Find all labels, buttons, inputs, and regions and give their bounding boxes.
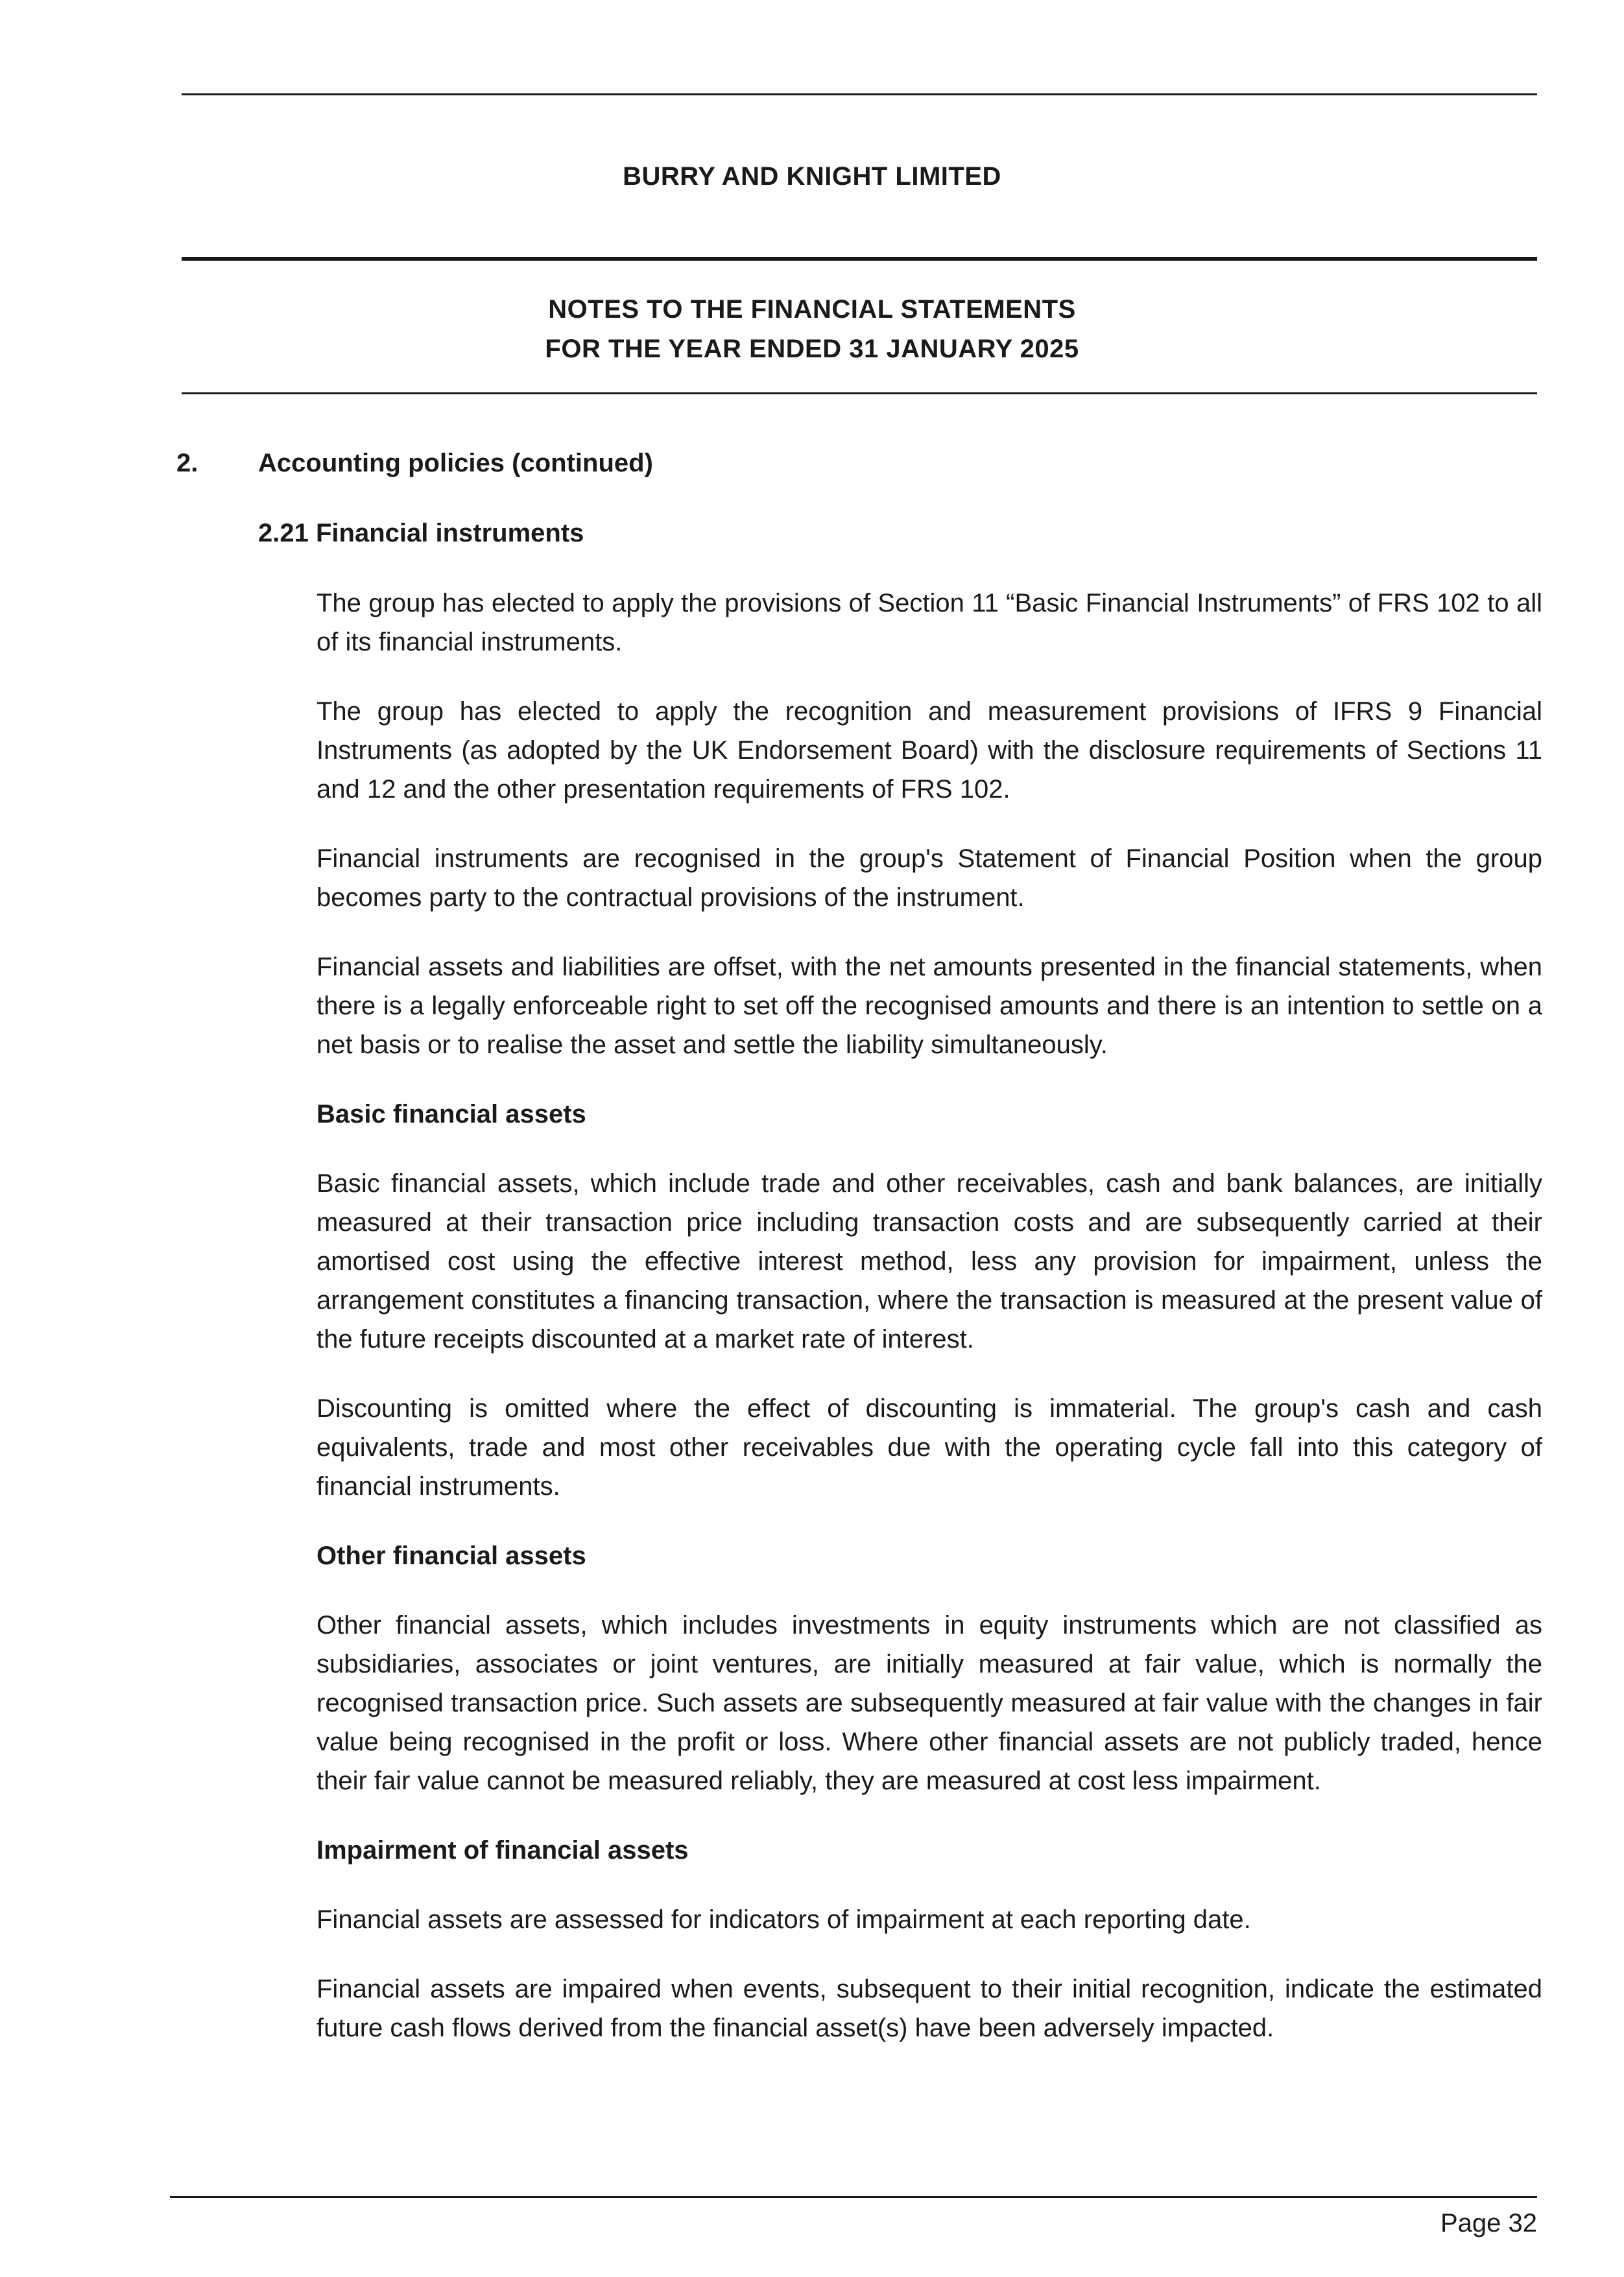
paragraph-impairment-events: Financial assets are impaired when events, subsequent to their initial recognition, indicate the estimated future cash flows derived from the financial asset(s) have been adversely impacted.	[316, 1975, 1542, 2042]
paragraph-section-11: The group has elected to apply the provisions of Section 11 “Basic Financial Instruments” of FRS 102 to all of its financial instruments.	[316, 589, 1542, 656]
header-top-rule	[182, 93, 1537, 95]
header-bottom-rule	[182, 392, 1537, 394]
paragraph-other-assets: Other financial assets, which includes investments in equity instruments which are not classified as subsidiaries, associates or joint ventures, are initially measured at fair value, which is normally the recognised transaction price. Such assets are subsequently measured at fair value with the changes in fair value being recognised in the profit or loss. Where other financial assets are not publicly traded, hence their fair value cannot be measured reliably, they are measured at cost less impairment.	[316, 1611, 1542, 1795]
company-name: BURRY AND KNIGHT LIMITED	[623, 162, 1001, 191]
paragraph-offset: Financial assets and liabilities are offset, with the net amounts presented in the financial statements, when there is a legally enforceable right to set off the recognised amounts and there is an intention to settle on a net basis or to realise the asset and settle the liability simultaneously.	[316, 953, 1542, 1059]
paragraph-ifrs-9: The group has elected to apply the recognition and measurement provisions of IFRS 9 Financial Instruments (as adopted by the UK Endorsement Board) with the disclosure requirements of Sections 11 and 12 and the other presentation requirements of FRS 102.	[316, 697, 1542, 804]
section-number: 2.	[176, 449, 198, 477]
heading-basic-financial-assets: Basic financial assets	[316, 1100, 586, 1128]
page-number: Page 32	[1440, 2209, 1537, 2237]
notes-period: FOR THE YEAR ENDED 31 JANUARY 2025	[545, 335, 1079, 363]
paragraph-basic-assets: Basic financial assets, which include trade and other receivables, cash and bank balances, are initially measured at their transaction price including transaction costs and are subsequently carried at their amortised cost using the effective interest method, less any provision for impairment, unless the arrangement constitutes a financing transaction, where the transaction is measured at the present value of the future receipts discounted at a market rate of interest.	[316, 1169, 1542, 1353]
paragraph-recognition: Financial instruments are recognised in the group's Statement of Financial Position when the group becomes party to the contractual provisions of the instrument.	[316, 844, 1542, 912]
notes-title: NOTES TO THE FINANCIAL STATEMENTS	[548, 295, 1076, 324]
paragraph-discounting: Discounting is omitted where the effect of discounting is immaterial. The group's cash and cash equivalents, trade and most other receivables due with the operating cycle fall into this category of financial instruments.	[316, 1394, 1542, 1501]
subsection-title: 2.21 Financial instruments	[258, 519, 584, 547]
footer-rule	[170, 2196, 1537, 2198]
notes-body	[316, 584, 1542, 2078]
header-thick-rule	[182, 257, 1537, 261]
heading-impairment: Impairment of financial assets	[316, 1836, 689, 1865]
heading-other-financial-assets: Other financial assets	[316, 1542, 586, 1570]
section-title: Accounting policies (continued)	[258, 449, 653, 477]
paragraph-impairment-assessment: Financial assets are assessed for indicators of impairment at each reporting date.	[316, 1905, 1251, 1934]
